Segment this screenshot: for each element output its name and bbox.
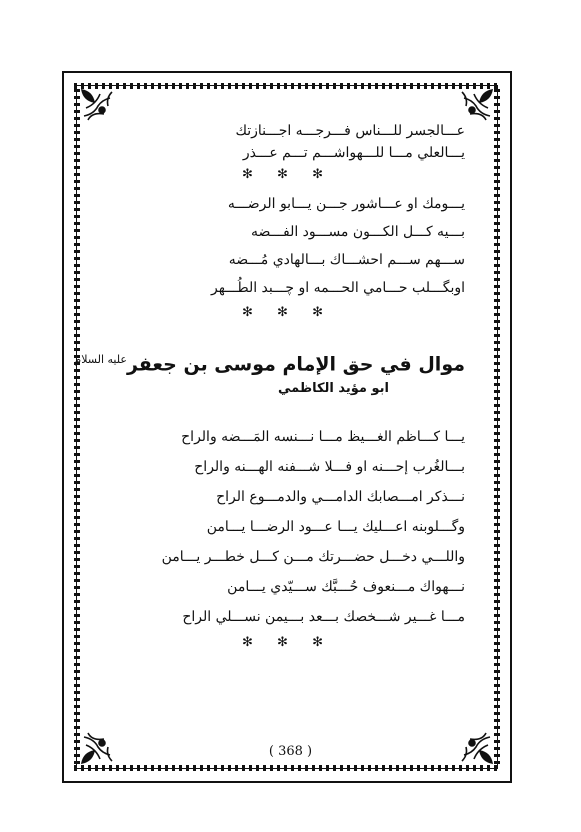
poem-title <box>74 346 465 378</box>
poem-title-text: موال في حق الإمام موسى بن جعفر <box>126 353 465 376</box>
poem-line: مـــا غـــير شـــخصك بـــعد بـــيمن نســـلي الراح <box>182 609 465 626</box>
poem-line: نـــهواك مـــنعوف حُـــبَّك ســـيّدي يـــامن <box>227 579 465 596</box>
star-separator: ✻ ✻ ✻ <box>242 167 333 182</box>
poem-line: عـــالجسر للـــناس فـــرجـــه اجـــنازتك <box>235 123 465 139</box>
poem-line: بـــالغُرب إحـــنه او فـــلا شـــفنه الهـــنه والراح <box>194 459 465 476</box>
corner-ornament-icon <box>458 86 496 124</box>
poem-line: اوبگـــلب حـــامي الحـــمه او چـــبد الطُـــهر <box>210 280 465 296</box>
star-separator: ✻ ✻ ✻ <box>242 305 333 320</box>
star-separator: ✻ ✻ ✻ <box>242 635 333 651</box>
poem-line: وگـــلوبنه اعـــليك يـــا عـــود الرضـــا يـــامن <box>206 519 465 536</box>
stanza-one <box>110 120 465 164</box>
page-content <box>74 120 465 654</box>
poem-line: يـــومك او عـــاشور جـــن يـــابو الرضـــه <box>227 196 465 212</box>
stanza-two <box>110 190 465 302</box>
page-number: ( 368 ) <box>268 744 313 759</box>
poem-line: يـــالعلي مـــا للـــهواشـــم تـــم عـــذر <box>242 145 465 161</box>
poem-line: بـــيه كـــل الكـــون مســـود الفـــضه <box>251 224 465 240</box>
honorific-icon: عليه السلام <box>74 353 127 366</box>
stanza-three <box>110 422 465 632</box>
poem-line: ســـهم ســـم احشـــاك بـــالهادي مُـــضه <box>228 252 465 268</box>
poem-author: ابو مؤيد الكاظمي <box>277 381 389 397</box>
poem-line: واللـــي دخـــل حضـــرتك مـــن كـــل خطـــر يـــامن <box>161 549 465 566</box>
poem-line: نـــذكر امـــصابك الدامـــي والدمـــوع الراح <box>216 489 465 506</box>
corner-ornament-icon <box>78 86 116 124</box>
poem-line: يـــا كـــاظم الغـــيظ مـــا نـــنسه المَـــضه والراح <box>181 429 465 446</box>
